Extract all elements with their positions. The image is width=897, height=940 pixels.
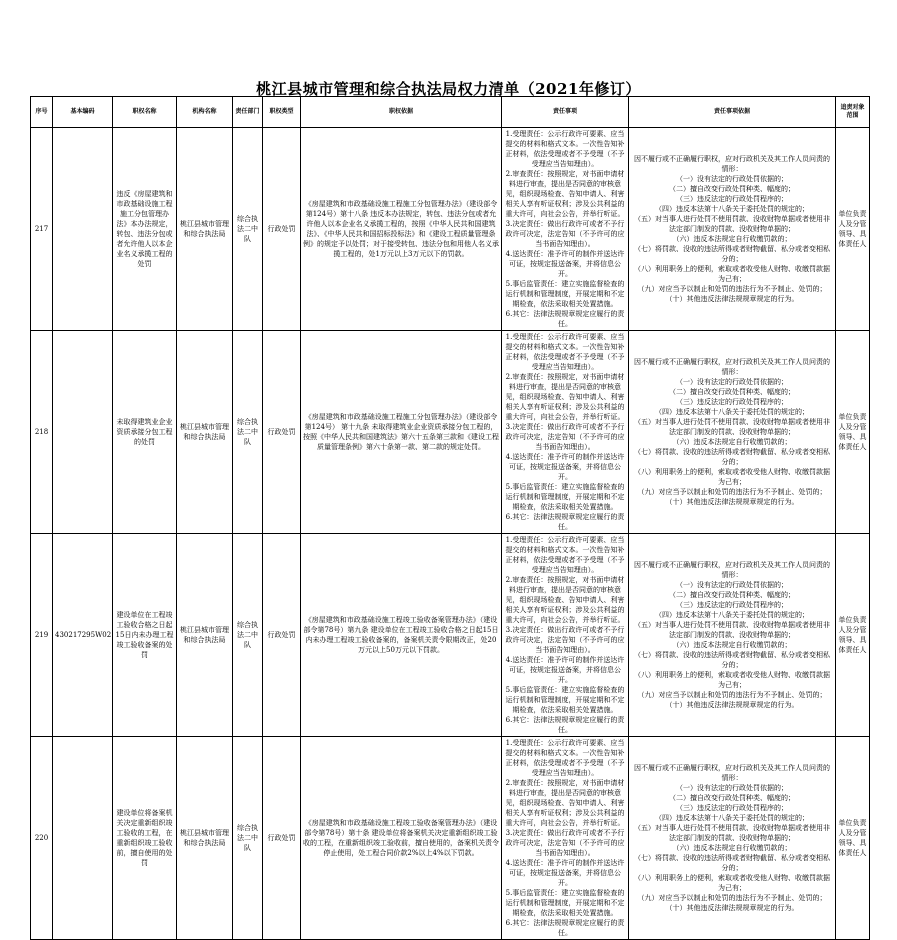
responsibility-item: 1.受理责任：公示行政许可要素、应当提交的材料和格式文本。一次性告知补正材料，依法受理或者不予受理（不予受理应当告知理由）。 xyxy=(505,130,625,168)
responsibility-basis-item: （六）违反本法规定自行收缴罚款的； xyxy=(672,235,792,243)
row-scope: 单位负责人及分管领导、具体责任人 xyxy=(836,737,870,940)
responsibility-basis-item: （六）违反本法规定自行收缴罚款的； xyxy=(672,844,792,852)
row-basis: 《房屋建筑和市政基础设施工程竣工验收备案管理办法》（建设部令第78号）第九条 建设单位在工程竣工验收合格之日起15日内未办理工程竣工验收备案的，备案机关责令限期改正，处20万元以上50万元以下罚款。 xyxy=(301,534,502,737)
row-code: 430217295W02 xyxy=(53,534,113,737)
responsibility-basis-item: （七）将罚款、没收的违法所得或者财物截留、私分或者变相私分的； xyxy=(634,651,830,669)
responsibility-item: 1.受理责任：公示行政许可要素、应当提交的材料和格式文本。一次性告知补正材料，依法受理或者不予受理（不予受理应当告知理由）。 xyxy=(505,739,625,777)
responsibility-basis-item: （一）没有法定的行政处罚依据的； xyxy=(676,175,788,183)
row-dept: 综合执法二中队 xyxy=(233,331,263,534)
row-dept: 综合执法二中队 xyxy=(233,737,263,940)
row-type: 行政处罚 xyxy=(263,331,301,534)
header-no: 序号 xyxy=(31,97,53,128)
responsibility-basis-item: （一）没有法定的行政处罚依据的； xyxy=(676,581,788,589)
responsibility-basis-item: （五）对当事人进行处罚不使用罚款、没收财物单据或者使用非法定部门制发的罚款、没收财物单据的； xyxy=(634,824,830,842)
responsibility-item: 6.其它：法律法规规章规定应履行的责任。 xyxy=(505,919,625,937)
responsibility-item: 3.决定责任：做出行政许可或者不予行政许可决定，法定告知（不予许可的应当书面告知理由）。 xyxy=(505,423,625,451)
responsibility-item: 6.其它：法律法规规章规定应履行的责任。 xyxy=(505,513,625,531)
row-no: 219 xyxy=(31,534,53,737)
responsibility-basis-item: （一）没有法定的行政处罚依据的； xyxy=(676,784,788,792)
row-dept: 综合执法二中队 xyxy=(233,534,263,737)
responsibility-basis-item: （九）对应当予以制止和处罚的违法行为不予制止、处罚的； xyxy=(637,691,827,699)
responsibility-basis-item: （九）对应当予以制止和处罚的违法行为不予制止、处罚的； xyxy=(637,894,827,902)
responsibility-basis-item: （十）其他违反法律法规规章规定的行为。 xyxy=(665,498,799,506)
row-org: 桃江县城市管理和综合执法局 xyxy=(177,331,233,534)
row-org: 桃江县城市管理和综合执法局 xyxy=(177,737,233,940)
responsibility-basis-item: （七）将罚款、没收的违法所得或者财物截留、私分或者变相私分的； xyxy=(634,854,830,872)
row-name: 建设单位在工程竣工验收合格之日起15日内未办理工程竣工验收备案的处罚 xyxy=(113,534,177,737)
row-name: 未取得建筑业企业资质承接分包工程的处罚 xyxy=(113,331,177,534)
header-basis: 职权依据 xyxy=(301,97,502,128)
responsibility-basis-item: （九）对应当予以制止和处罚的违法行为不予制止、处罚的； xyxy=(637,285,827,293)
row-org: 桃江县城市管理和综合执法局 xyxy=(177,128,233,331)
responsibility-basis-item: （十）其他违反法律法规规章规定的行为。 xyxy=(665,904,799,912)
responsibility-basis-item: （二）擅自改变行政处罚种类、幅度的； xyxy=(669,388,795,396)
row-no: 217 xyxy=(31,128,53,331)
row-scope: 单位负责人及分管领导、具体责任人 xyxy=(836,534,870,737)
row-responsibility xyxy=(502,128,629,331)
responsibility-basis-item: （二）擅自改变行政处罚种类、幅度的； xyxy=(669,591,795,599)
responsibility-basis-item: （二）擅自改变行政处罚种类、幅度的； xyxy=(669,794,795,802)
responsibility-basis-item: （三）违反法定的行政处罚程序的； xyxy=(676,804,788,812)
responsibility-basis-item: 因不履行或不正确履行职权，应对行政机关及其工作人员问责的情形： xyxy=(634,358,830,376)
responsibility-item: 5.事后监管责任：建立实施监督检查的运行机制和管理制度，开展定期和不定期检查，依法采取相关处置措施。 xyxy=(505,889,625,917)
responsibility-item: 2.审查责任：按照规定，对书面申请材料进行审查，提出是否同意的审核意见，组织现场检查、告知申请人、利害相关人享有听证权利；涉及公共利益的重大许可，向社会公告，并举行听证。 xyxy=(505,576,625,624)
row-responsibility xyxy=(502,737,629,940)
responsibility-basis-item: （四）违反本法第十八条关于委托处罚的规定的； xyxy=(655,408,809,416)
responsibility-basis-item: （六）违反本法规定自行收缴罚款的； xyxy=(672,438,792,446)
responsibility-item: 4.送达责任：准予许可的制作并送达许可证，按规定报送备案，并将信息公开。 xyxy=(505,453,625,481)
responsibility-basis-item: 因不履行或不正确履行职权，应对行政机关及其工作人员问责的情形： xyxy=(634,561,830,579)
row-responsibility xyxy=(502,331,629,534)
responsibility-item: 5.事后监管责任：建立实施监督检查的运行机制和管理制度，开展定期和不定期检查，依法采取相关处置措施。 xyxy=(505,686,625,714)
row-no: 220 xyxy=(31,737,53,940)
row-responsibility-basis xyxy=(629,534,836,737)
row-type: 行政处罚 xyxy=(263,737,301,940)
responsibility-basis-item: （十）其他违反法律法规规章规定的行为。 xyxy=(665,701,799,709)
responsibility-basis-item: （五）对当事人进行处罚不使用罚款、没收财物单据或者使用非法定部门制发的罚款、没收财物单据的； xyxy=(634,621,830,639)
header-code: 基本编码 xyxy=(53,97,113,128)
row-no: 218 xyxy=(31,331,53,534)
responsibility-item: 2.审查责任：按照规定，对书面申请材料进行审查，提出是否同意的审核意见，组织现场检查、告知申请人、利害相关人享有听证权利；涉及公共利益的重大许可，向社会公告，并举行听证。 xyxy=(505,170,625,218)
responsibility-basis-item: （一）没有法定的行政处罚依据的； xyxy=(676,378,788,386)
row-responsibility-basis xyxy=(629,737,836,940)
responsibility-basis-item: （七）将罚款、没收的违法所得或者财物截留、私分或者变相私分的； xyxy=(634,448,830,466)
responsibility-basis-item: （八）利用职务上的便利，索取或者收受他人财物、收缴罚款据为己有； xyxy=(634,468,830,486)
header-dept: 责任部门 xyxy=(233,97,263,128)
power-list-table xyxy=(30,96,870,940)
responsibility-item: 5.事后监管责任：建立实施监督检查的运行机制和管理制度，开展定期和不定期检查，依法采取相关处置措施。 xyxy=(505,280,625,308)
table-row xyxy=(31,128,870,331)
responsibility-basis-item: 因不履行或不正确履行职权，应对行政机关及其工作人员问责的情形： xyxy=(634,155,830,173)
responsibility-item: 1.受理责任：公示行政许可要素、应当提交的材料和格式文本。一次性告知补正材料，依法受理或者不予受理（不予受理应当告知理由）。 xyxy=(505,536,625,574)
responsibility-basis-item: （四）违反本法第十八条关于委托处罚的规定的； xyxy=(655,205,809,213)
responsibility-basis-item: （五）对当事人进行处罚不使用罚款、没收财物单据或者使用非法定部门制发的罚款、没收财物单据的； xyxy=(634,215,830,233)
header-row xyxy=(31,97,870,128)
row-org: 桃江县城市管理和综合执法局 xyxy=(177,534,233,737)
row-basis: 《房屋建筑和市政基础设施工程竣工验收备案管理办法》（建设部令第78号）第十条 建设单位将备案机关决定重新组织竣工验收的工程，在重新组织竣工验收前，擅自使用的，备案机关责令停止使用，处工程合同价款2%以上4%以下罚款。 xyxy=(301,737,502,940)
responsibility-item: 3.决定责任：做出行政许可或者不予行政许可决定，法定告知（不予许可的应当书面告知理由）。 xyxy=(505,829,625,857)
row-type: 行政处罚 xyxy=(263,128,301,331)
responsibility-item: 6.其它：法律法规规章规定应履行的责任。 xyxy=(505,310,625,328)
responsibility-basis-item: （八）利用职务上的便利，索取或者收受他人财物、收缴罚款据为己有； xyxy=(634,671,830,689)
responsibility-basis-item: （八）利用职务上的便利，索取或者收受他人财物、收缴罚款据为己有； xyxy=(634,265,830,283)
responsibility-basis-item: （七）将罚款、没收的违法所得或者财物截留、私分或者变相私分的； xyxy=(634,245,830,263)
responsibility-basis-item: （五）对当事人进行处罚不使用罚款、没收财物单据或者使用非法定部门制发的罚款、没收财物单据的； xyxy=(634,418,830,436)
table-row xyxy=(31,534,870,737)
header-scope: 追责对象范围 xyxy=(836,97,870,128)
responsibility-item: 5.事后监管责任：建立实施监督检查的运行机制和管理制度，开展定期和不定期检查，依法采取相关处置措施。 xyxy=(505,483,625,511)
responsibility-item: 6.其它：法律法规规章规定应履行的责任。 xyxy=(505,716,625,734)
responsibility-basis-item: （六）违反本法规定自行收缴罚款的； xyxy=(672,641,792,649)
responsibility-basis-item: （九）对应当予以制止和处罚的违法行为不予制止、处罚的； xyxy=(637,488,827,496)
row-scope: 单位负责人及分管领导、具体责任人 xyxy=(836,128,870,331)
responsibility-item: 2.审查责任：按照规定，对书面申请材料进行审查，提出是否同意的审核意见，组织现场检查、告知申请人、利害相关人享有听证权利；涉及公共利益的重大许可，向社会公告，并举行听证。 xyxy=(505,373,625,421)
responsibility-basis-item: 因不履行或不正确履行职权，应对行政机关及其工作人员问责的情形： xyxy=(634,764,830,782)
row-basis: 《房屋建筑和市政基础设施工程施工分包管理办法》（建设部令第124号）第十八条 违反本办法规定，转包、违法分包或者允许他人以本企业名义承揽工程的，按照《中华人民共和国建筑法》、《中华人民共和国招标投标法》和《建设工程质量管理条例》的规定予以处罚；对于接受转包、违法分包和用他人名义承揽工程的，处1万元以上3万元以下的罚款。 xyxy=(301,128,502,331)
row-code xyxy=(53,128,113,331)
header-type: 职权类型 xyxy=(263,97,301,128)
responsibility-item: 4.送达责任：准予许可的制作并送达许可证，按规定报送备案，并将信息公开。 xyxy=(505,656,625,684)
responsibility-basis-item: （十）其他违反法律法规规章规定的行为。 xyxy=(665,295,799,303)
responsibility-item: 2.审查责任：按照规定，对书面申请材料进行审查，提出是否同意的审核意见，组织现场检查、告知申请人、利害相关人享有听证权利；涉及公共利益的重大许可，向社会公告，并举行听证。 xyxy=(505,779,625,827)
row-responsibility-basis xyxy=(629,331,836,534)
row-responsibility xyxy=(502,534,629,737)
responsibility-basis-item: （四）违反本法第十八条关于委托处罚的规定的； xyxy=(655,611,809,619)
row-basis: 《房屋建筑和市政基础设施工程施工分包管理办法》（建设部令第124号） 第十九条 未取得建筑业企业资质承接分包工程的，按照《中华人民共和国建筑法》第六十五条第三款和《建设工程质量管理条例》第六十条第一款、第二款的规定处罚。 xyxy=(301,331,502,534)
table-row xyxy=(31,331,870,534)
table-row xyxy=(31,737,870,940)
row-name: 违反《房屋建筑和市政基础设施工程施工分包管理办法》本办法规定，转包、违法分包或者允许他人以本企业名义承揽工程的处罚 xyxy=(113,128,177,331)
row-code xyxy=(53,331,113,534)
responsibility-item: 3.决定责任：做出行政许可或者不予行政许可决定，法定告知（不予许可的应当书面告知理由）。 xyxy=(505,220,625,248)
row-name: 建设单位将备案机关决定重新组织竣工验收的工程，在重新组织竣工验收前，擅自使用的处罚 xyxy=(113,737,177,940)
header-org: 机构名称 xyxy=(177,97,233,128)
responsibility-basis-item: （三）违反法定的行政处罚程序的； xyxy=(676,601,788,609)
responsibility-item: 4.送达责任：准予许可的制作并送达许可证，按规定报送备案，并将信息公开。 xyxy=(505,859,625,887)
header-name: 职权名称 xyxy=(113,97,177,128)
header-responsibility: 责任事项 xyxy=(502,97,629,128)
row-type: 行政处罚 xyxy=(263,534,301,737)
row-dept: 综合执法二中队 xyxy=(233,128,263,331)
document-title: 桃江县城市管理和综合执法局权力清单（2021年修订） xyxy=(256,80,641,98)
responsibility-basis-item: （三）违反法定的行政处罚程序的； xyxy=(676,195,788,203)
responsibility-basis-item: （二）擅自改变行政处罚种类、幅度的； xyxy=(669,185,795,193)
row-code xyxy=(53,737,113,940)
header-responsibility-basis: 责任事项依据 xyxy=(629,97,836,128)
row-scope: 单位负责人及分管领导、具体责任人 xyxy=(836,331,870,534)
row-responsibility-basis xyxy=(629,128,836,331)
responsibility-item: 1.受理责任：公示行政许可要素、应当提交的材料和格式文本。一次性告知补正材料，依法受理或者不予受理（不予受理应当告知理由）。 xyxy=(505,333,625,371)
responsibility-basis-item: （四）违反本法第十八条关于委托处罚的规定的； xyxy=(655,814,809,822)
responsibility-basis-item: （八）利用职务上的便利，索取或者收受他人财物、收缴罚款据为己有； xyxy=(634,874,830,892)
responsibility-item: 3.决定责任：做出行政许可或者不予行政许可决定，法定告知（不予许可的应当书面告知理由）。 xyxy=(505,626,625,654)
responsibility-basis-item: （三）违反法定的行政处罚程序的； xyxy=(676,398,788,406)
responsibility-item: 4.送达责任：准予许可的制作并送达许可证，按规定报送备案，并将信息公开。 xyxy=(505,250,625,278)
